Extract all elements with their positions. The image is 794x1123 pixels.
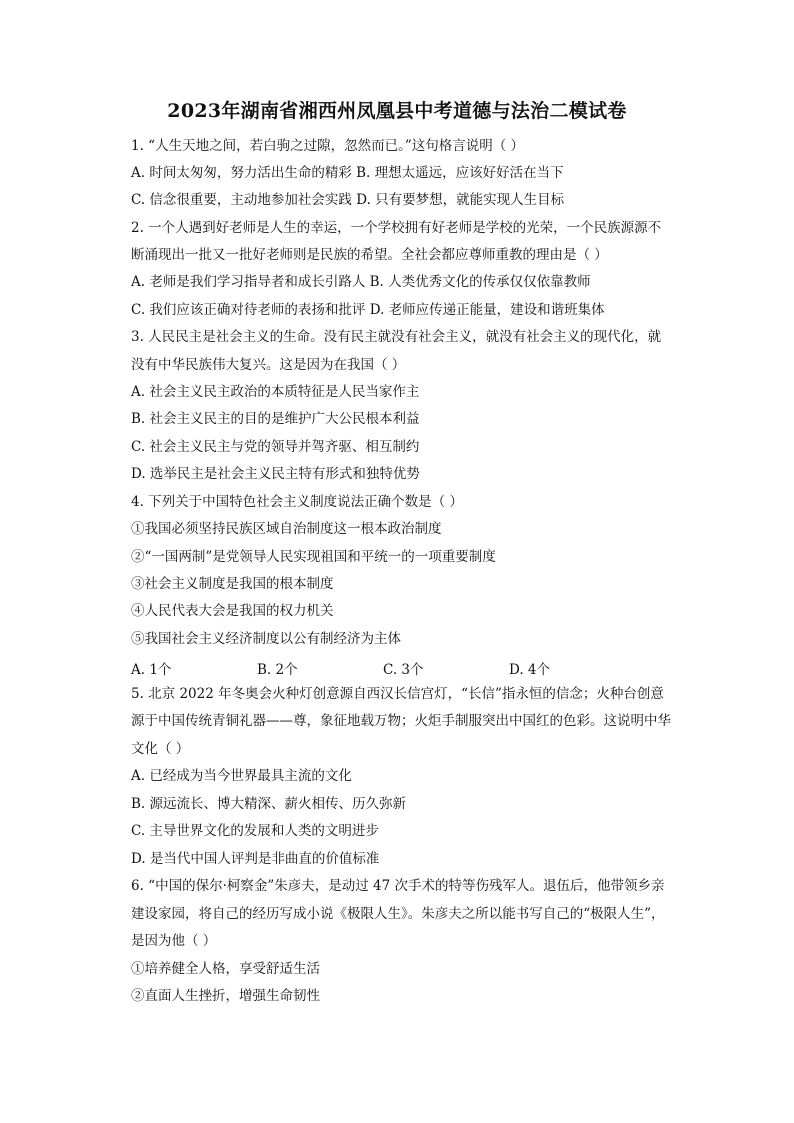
q4-option-a: A. 1个 (131, 662, 172, 678)
q1-stem: 1. “人生天地之间，若白驹之过隙，忽然而已。”这句格言说明（ ） (131, 138, 525, 154)
q4-option-c: C. 3个 (383, 662, 424, 678)
q3-stem-line1: 3. 人民民主是社会主义的生命。没有民主就没有社会主义，就没有社会主义的现代化，就 (131, 329, 662, 345)
q5-stem-line2: 源于中国传统青铜礼器——尊，象征地载万物；火炬手制服突出中国红的色彩。这说明中华 (131, 713, 671, 729)
q5-option-a: A. 已经成为当今世界最具主流的文化 (131, 768, 352, 784)
q2-stem-line1: 2. 一个人遇到好老师是人生的幸运，一个学校拥有好老师是学校的光荣，一个民族源源不 (131, 220, 662, 236)
q6-stem-line1: 6. “中国的保尔·柯察金”朱彦夫，是动过 47 次手术的特等伤残军人。退伍后，他带领乡亲 (131, 878, 665, 894)
q6-stem-line2: 建设家园，将自己的经历写成小说《极限人生》。朱彦夫之所以能书写自己的“极限人生”， (131, 906, 665, 922)
q4-option-d: D. 4个 (509, 662, 551, 678)
q2-stem-line2: 断涌现出一批又一批好老师则是民族的希望。全社会都应尊师重教的理由是（ ） (131, 247, 608, 263)
q4-statement-3: ③社会主义制度是我国的根本制度 (131, 576, 334, 592)
q5-option-b: B. 源远流长、博大精深、薪火相传、历久弥新 (131, 796, 407, 812)
q3-option-a: A. 社会主义民主政治的本质特征是人民当家作主 (131, 384, 420, 400)
q4-statement-1: ①我国必须坚持民族区域自治制度这一根本政治制度 (131, 521, 442, 537)
q4-statement-5: ⑤我国社会主义经济制度以公有制经济为主体 (131, 631, 401, 647)
q6-statement-1: ①培养健全人格，享受舒适生活 (131, 961, 320, 977)
q5-option-d: D. 是当代中国人评判是非曲直的价值标准 (131, 851, 380, 867)
q5-option-c: C. 主导世界文化的发展和人类的文明进步 (131, 823, 379, 839)
q4-statement-2: ②“一国两制”是党领导人民实现祖国和平统一的一项重要制度 (131, 549, 496, 565)
q1-options-cd: C. 信念很重要，主动地参加社会实践 D. 只有要梦想，就能实现人生目标 (131, 192, 565, 208)
q6-statement-2: ②直面人生挫折，增强生命韧性 (131, 988, 320, 1004)
exam-title: 2023年湖南省湘西州凤凰县中考道德与法治二模试卷 (167, 100, 627, 122)
q2-options-ab: A. 老师是我们学习指导者和成长引路人 B. 人类优秀文化的传承仅仅依靠教师 (131, 274, 591, 290)
q1-options-ab: A. 时间太匆匆，努力活出生命的精彩 B. 理想太遥远，应该好好活在当下 (131, 165, 564, 181)
q4-stem: 4. 下列关于中国特色社会主义制度说法正确个数是（ ） (131, 494, 463, 510)
q4-option-b: B. 2个 (257, 662, 298, 678)
q4-statement-4: ④人民代表大会是我国的权力机关 (131, 603, 334, 619)
q2-options-cd: C. 我们应该正确对待老师的表扬和批评 D. 老师应传递正能量，建设和谐班集体 (131, 302, 605, 318)
q3-option-c: C. 社会主义民主与党的领导并驾齐驱、相互制约 (131, 439, 420, 455)
q5-stem-line1: 5. 北京 2022 年冬奥会火种灯创意源自西汉长信宫灯，“长信”指永恒的信念；火种台创意 (131, 686, 664, 702)
q3-option-b: B. 社会主义民主的目的是维护广大公民根本利益 (131, 411, 420, 427)
q3-option-d: D. 选举民主是社会主义民主特有形式和独特优势 (131, 466, 420, 482)
q6-stem-line3: 是因为他（ ） (131, 933, 217, 949)
q5-stem-line3: 文化（ ） (131, 741, 190, 757)
q3-stem-line2: 没有中华民族伟大复兴。这是因为在我国（ ） (131, 357, 406, 373)
